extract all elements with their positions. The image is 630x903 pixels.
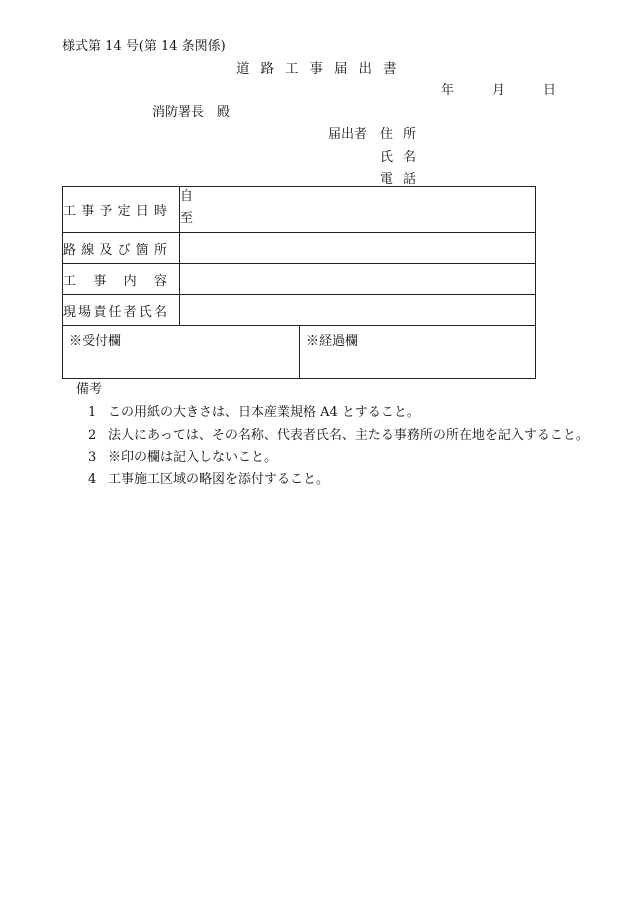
manager-char: 場 [78,304,92,320]
schedule-from-label: 自 [180,188,194,204]
remark-text: この用紙の大きさは、日本産業規格 A4 とすること。 [108,405,420,420]
remark-item [88,468,329,487]
name-label: 氏名 [380,150,427,165]
office-use-table [62,325,536,379]
route-char: 所 [153,242,167,258]
route-label [63,233,180,264]
schedule-label [63,187,180,233]
date-year-label: 年 [441,83,455,98]
document-title: 道路工事届出書 [236,61,408,77]
remarks-title: 備考 [76,382,103,397]
remark-item [88,401,420,420]
remark-number: 2 [88,428,97,443]
route-char: 箇 [135,242,149,258]
date-day-label: 日 [543,83,557,98]
remark-text: ※印の欄は記入しないこと。 [108,450,278,465]
content-char: 内 [123,273,137,289]
route-char: 及 [99,242,113,258]
remark-item [88,446,277,465]
route-char: び [117,242,131,258]
schedule-char: 工 [63,204,77,219]
content-char: 工 [63,273,77,289]
manager-char: 任 [108,304,122,320]
reception-label: ※受付欄 [69,334,122,349]
content-field[interactable] [180,264,536,295]
remark-number: 1 [88,405,97,420]
addressee: 消防署長 殿 [152,105,231,120]
remark-number: 4 [88,472,97,487]
form-number: 様式第 14 号(第 14 条関係) [62,39,226,54]
schedule-char: 時 [153,204,167,219]
manager-label [63,295,180,326]
manager-char: 者 [123,304,137,320]
route-field[interactable] [180,233,536,264]
schedule-field[interactable] [180,187,536,233]
schedule-char: 日 [135,204,149,219]
address-label: 住所 [380,127,427,142]
application-table [62,186,536,326]
manager-char: 責 [93,304,107,320]
progress-label: ※経過欄 [306,334,359,349]
content-char: 事 [93,273,107,289]
manager-char: 氏 [138,304,152,320]
route-char: 路 [63,242,77,258]
schedule-to-label: 至 [180,210,194,226]
content-char: 容 [153,273,167,289]
schedule-char: 事 [81,204,95,219]
remark-number: 3 [88,450,97,465]
route-char: 線 [81,242,95,258]
schedule-char: 定 [117,204,131,219]
manager-char: 名 [153,304,167,320]
schedule-char: 予 [99,204,113,219]
reception-box [63,326,300,379]
content-label [63,264,180,295]
remark-text: 工事施工区域の略図を添付すること。 [108,472,330,487]
phone-label: 電話 [380,172,427,187]
remark-text: 法人にあっては、その名称、代表者氏名、主たる事務所の所在地を記入すること。 [108,428,589,443]
progress-box [300,326,536,379]
manager-field[interactable] [180,295,536,326]
remark-item [88,424,589,443]
date-month-label: 月 [492,83,506,98]
applicant-label: 届出者 [328,127,368,142]
manager-char: 現 [63,304,77,320]
